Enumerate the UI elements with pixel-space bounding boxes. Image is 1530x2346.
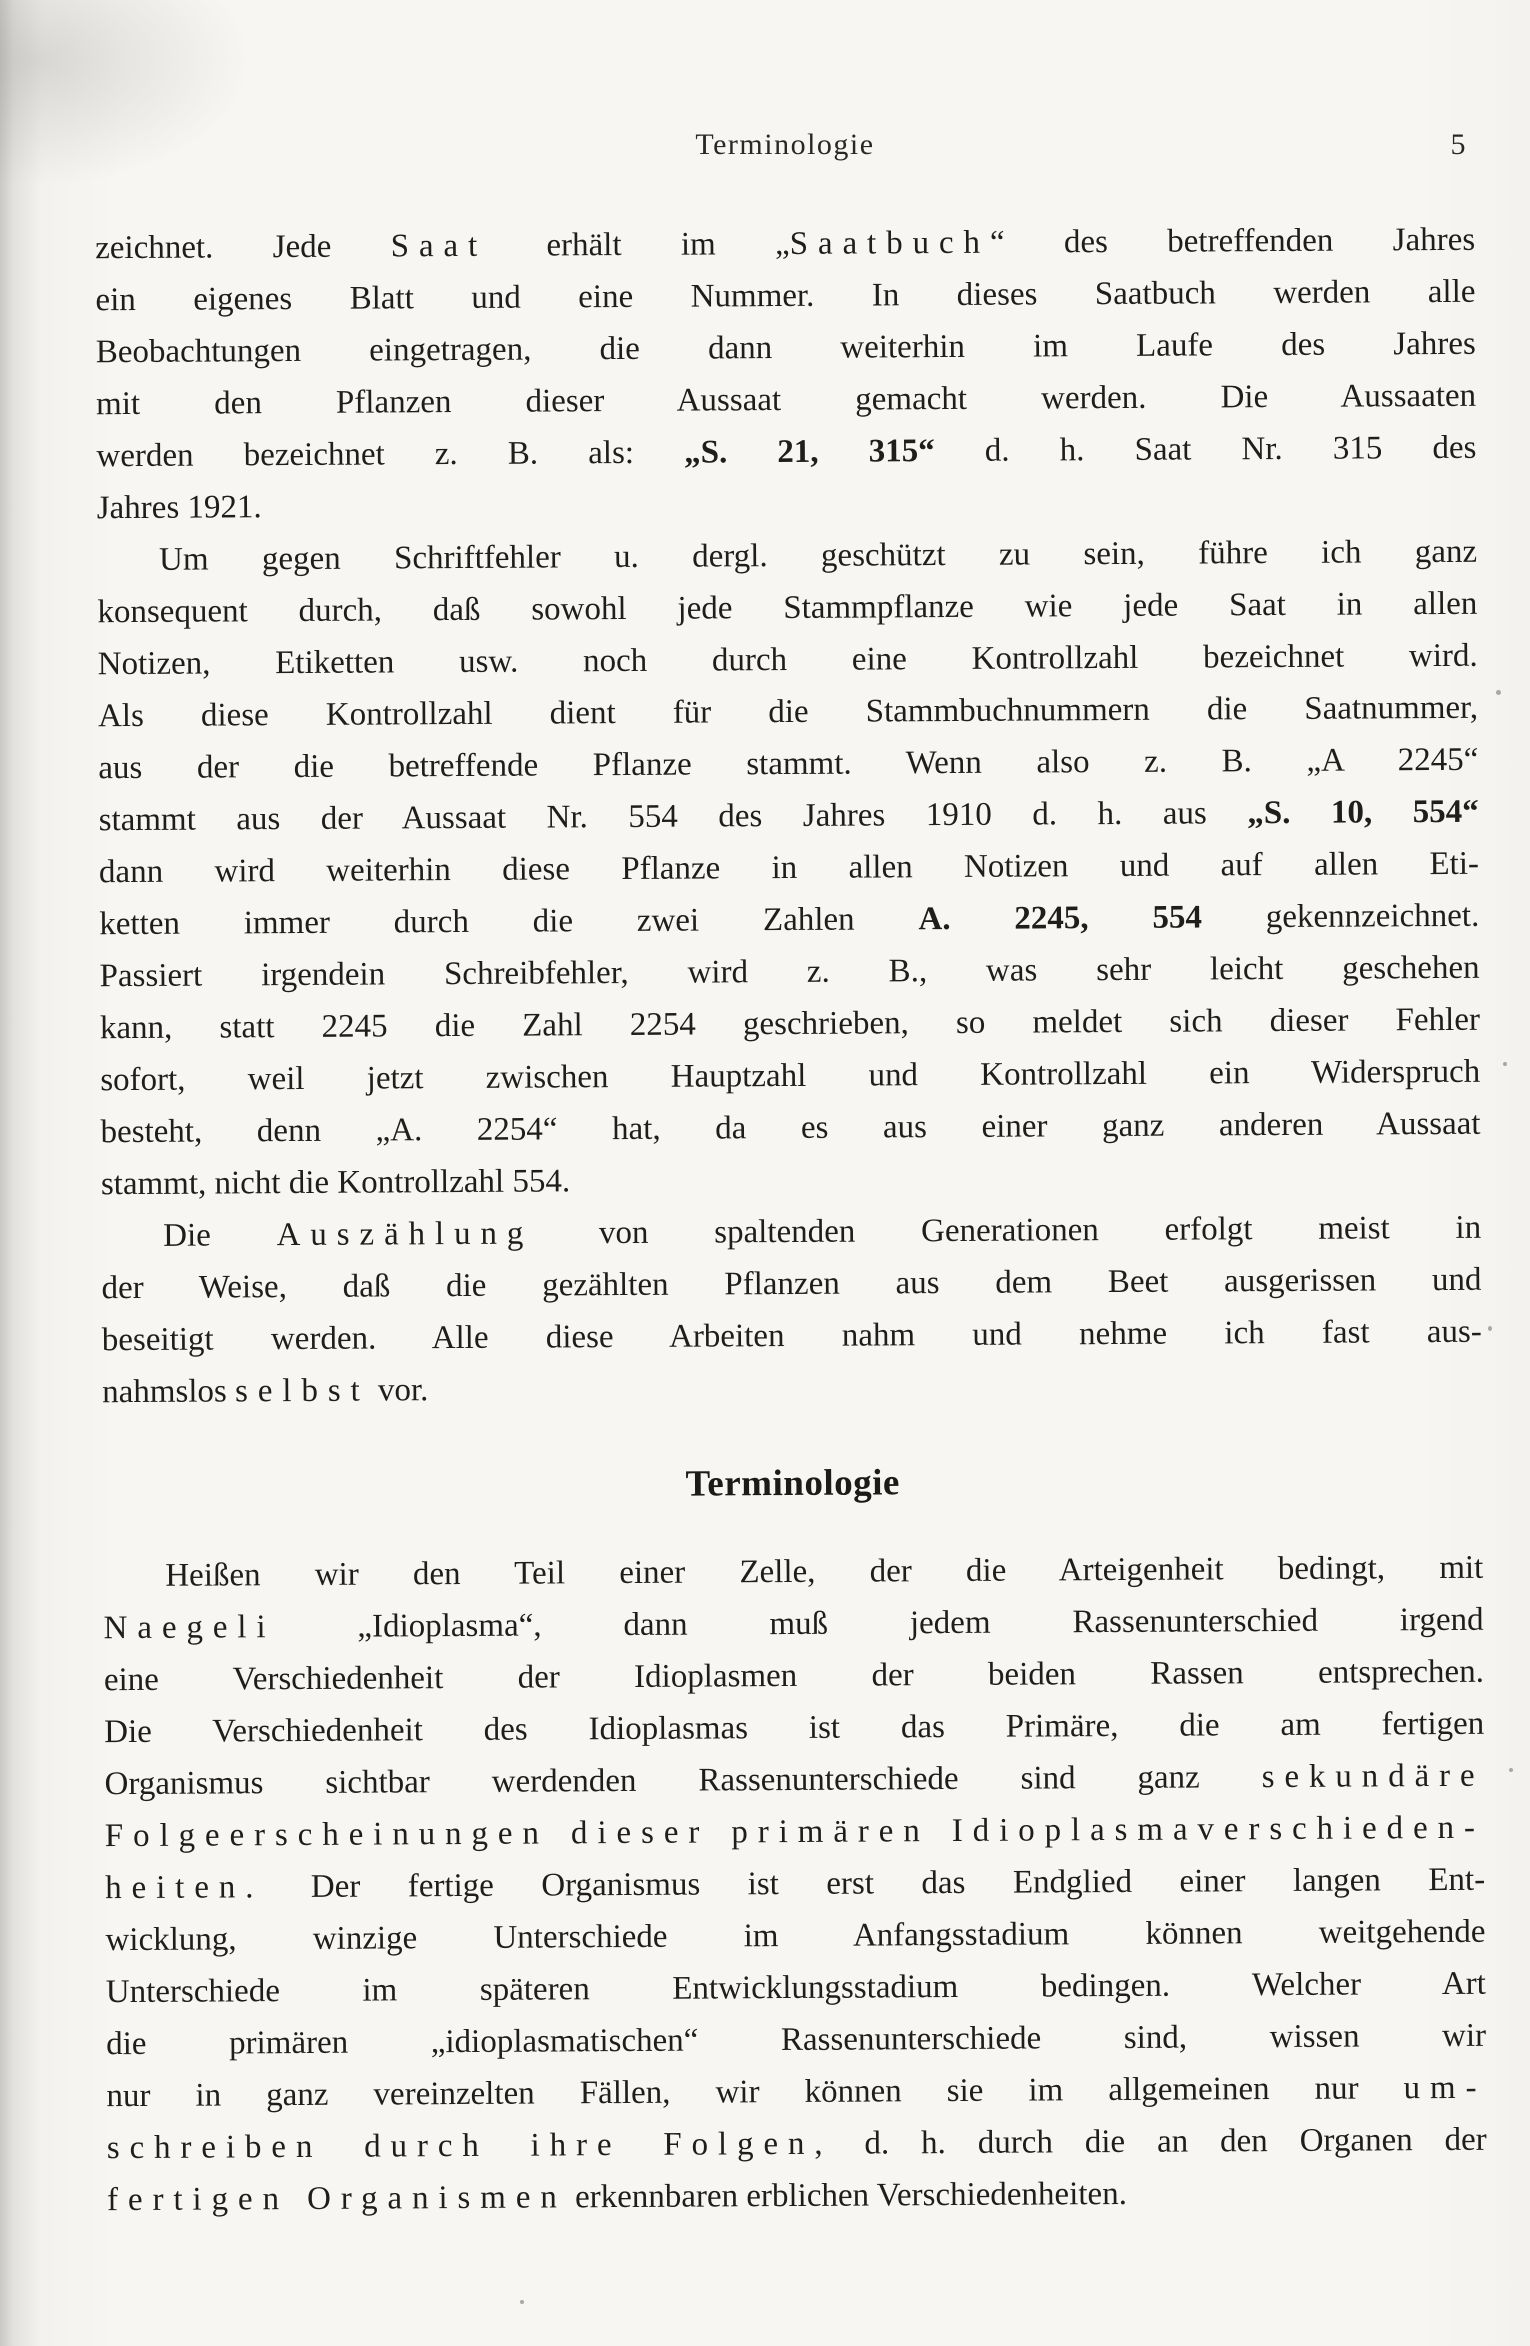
text-segment: Als diese Kontrollzahl dient für die Stammbuchnummern die Saatnummer, (97, 689, 1479, 735)
text-line (107, 2166, 1487, 2226)
text-segment: Der fertige Organismus ist erst das Endglied einer langen Ent- (263, 1861, 1486, 1906)
text-line (98, 734, 1478, 794)
text-segment: konsequent durch, daß sowohl jede Stammpflanze wie jede Saat in allen (97, 585, 1478, 631)
text-segment: Auszählung (276, 1215, 534, 1254)
text-segment: kann, statt 2245 die Zahl 2254 geschrieben, so meldet sich dieser Fehler (99, 1001, 1481, 1047)
text-line (103, 1594, 1483, 1654)
body-part-2 (103, 1542, 1487, 2226)
text-segment: „S. 21, 315“ (684, 433, 935, 471)
text-line (105, 1802, 1485, 1862)
text-line (106, 2010, 1486, 2070)
text-segment: die primären „idioplasmatischen“ Rassenunterschiede sind, wissen wir (106, 2017, 1487, 2063)
text-line (96, 422, 1476, 482)
text-segment: vor. (369, 1372, 429, 1409)
text-body (95, 214, 1487, 2226)
text-segment: Notizen, Etiketten usw. noch durch eine Kontrollzahl bezeichnet wird. (97, 637, 1478, 683)
scan-speckle (520, 2300, 524, 2304)
text-segment: von spaltenden Generationen erfolgt meist in (533, 1209, 1482, 1252)
text-segment: d. h. Saat Nr. 315 des (934, 429, 1477, 470)
text-segment: stammt aus der Aussaat Nr. 554 des Jahres 1910 d. h. aus (98, 795, 1248, 839)
text-segment: Um gegen Schriftfehler u. dergl. geschützt zu sein, führe ich ganz (158, 533, 1478, 578)
text-segment: Passiert irgendein Schreibfehler, wird z. B., was sehr leicht geschehen (99, 949, 1480, 995)
text-line (102, 1358, 1482, 1418)
text-line (97, 474, 1477, 534)
text-line (99, 890, 1479, 950)
text-line (106, 1958, 1486, 2018)
text-line (98, 682, 1478, 742)
text-segment: nur in ganz vereinzelten Fällen, wir können sie im allgemeinen nur (106, 2070, 1404, 2115)
text-line (99, 942, 1479, 1002)
text-segment: “ des betreffenden Jahres (989, 221, 1476, 261)
text-segment: gekennzeichnet. (1201, 897, 1480, 936)
text-segment: zeichnet. Jede (95, 228, 391, 267)
text-segment: d. h. durch die an den Organen der (832, 2121, 1487, 2162)
text-segment: nahmslos (102, 1373, 236, 1411)
text-segment: selbst (234, 1372, 370, 1410)
text-line (104, 1646, 1484, 1706)
text-line (107, 2114, 1487, 2174)
text-segment: Saat (390, 227, 488, 265)
text-segment: ein eigenes Blatt und eine Nummer. In dieses Saatbuch werden alle (95, 273, 1476, 319)
text-line (98, 630, 1478, 690)
text-segment: „S. 10, 554“ (1247, 793, 1479, 832)
text-line (101, 1254, 1481, 1314)
text-segment: heiten. (105, 1869, 264, 1907)
text-segment: werden bezeichnet z. B. als: (96, 434, 685, 475)
text-segment: erkennbaren erblichen Verschiedenheiten. (566, 2175, 1127, 2216)
page-number: 5 (1450, 128, 1467, 161)
text-line (101, 1202, 1481, 1262)
text-line (101, 1150, 1481, 1210)
text-segment: eine Verschiedenheit der Idioplasmen der beiden Rassen entsprechen. (103, 1653, 1485, 1699)
text-segment: wicklung, winzige Unterschiede im Anfangsstadium können weitgehende (105, 1913, 1486, 1959)
text-segment: besteht, denn „A. 2254“ hat, da es aus einer ganz anderen Aussaat (100, 1105, 1481, 1151)
text-line (105, 1906, 1485, 1966)
scan-speckle (1503, 1062, 1507, 1066)
running-header (95, 128, 1475, 162)
text-segment: dann wird weiterhin diese Pflanze in allen Notizen und auf allen Eti- (98, 845, 1480, 891)
text-segment: aus der die betreffende Pflanze stammt. Wenn also z. B. „A 2245“ (98, 741, 1479, 787)
text-segment: Organismus sichtbar werdenden Rassenunterschiede sind ganz (104, 1759, 1262, 1803)
text-line (96, 370, 1476, 430)
scan-speckle (1509, 1768, 1513, 1772)
body-part-1 (95, 214, 1482, 1418)
text-segment: schreiben durch ihre Folgen, (106, 2125, 833, 2167)
text-segment: ketten immer durch die zwei Zahlen (99, 901, 919, 943)
text-line (96, 318, 1476, 378)
text-line (95, 214, 1475, 274)
text-segment: sofort, weil jetzt zwischen Hauptzahl und Kontrollzahl ein Widerspruch (100, 1053, 1481, 1099)
text-segment: Die (163, 1217, 277, 1254)
section-heading: Terminologie (685, 1462, 900, 1505)
text-segment: erhält im „ (486, 225, 790, 264)
text-line (102, 1306, 1482, 1366)
scan-speckle (1488, 1326, 1492, 1331)
text-line (104, 1750, 1484, 1810)
text-segment: Jahres 1921. (96, 489, 262, 527)
text-segment: Naegeli (103, 1609, 276, 1647)
text-line (95, 266, 1475, 326)
text-line (97, 526, 1477, 586)
text-segment: Beobachtungen eingetragen, die dann weiterhin im Laufe des Jahres (95, 325, 1476, 371)
text-segment: Folgeerscheinungen dieser primären Idioplasmaverschieden- (104, 1809, 1485, 1855)
text-segment: mit den Pflanzen dieser Aussaat gemacht werden. Die Aussaaten (96, 377, 1477, 423)
text-line (103, 1542, 1483, 1602)
text-segment: stammt, nicht die Kontrollzahl 554. (100, 1163, 571, 1203)
text-segment: Heißen wir den Teil einer Zelle, der die Arteigenheit bedingt, mit (165, 1549, 1484, 1594)
running-header-title: Terminologie (695, 128, 875, 161)
text-line (100, 1098, 1480, 1158)
text-line (97, 578, 1477, 638)
text-line (99, 838, 1479, 898)
text-segment: beseitigt werden. Alle diese Arbeiten nahm und nehme ich fast aus- (101, 1313, 1482, 1359)
text-segment: der Weise, daß die gezählten Pflanzen aus dem Beet ausgerissen und (101, 1261, 1482, 1307)
text-segment: sekundäre (1261, 1757, 1485, 1796)
text-segment: A. 2245, 554 (918, 899, 1203, 938)
text-line (100, 994, 1480, 1054)
text-line (104, 1698, 1484, 1758)
text-segment: „Idioplasma“, dann muß jedem Rassenunterschied irgend (275, 1601, 1484, 1646)
text-segment: Unterschiede im späteren Entwicklungsstadium bedingen. Welcher Art (105, 1965, 1486, 2011)
text-segment: Saatbuch (789, 224, 990, 262)
text-line (99, 786, 1479, 846)
text-segment: fertigen Organismen (106, 2179, 567, 2219)
scan-speckle (1496, 690, 1501, 695)
text-line (106, 2062, 1486, 2122)
text-line (105, 1854, 1485, 1914)
text-segment: Die Verschiedenheit des Idioplasmas ist das Primäre, die am fertigen (104, 1705, 1485, 1751)
text-line (100, 1046, 1480, 1106)
text-segment: um- (1403, 2069, 1487, 2107)
